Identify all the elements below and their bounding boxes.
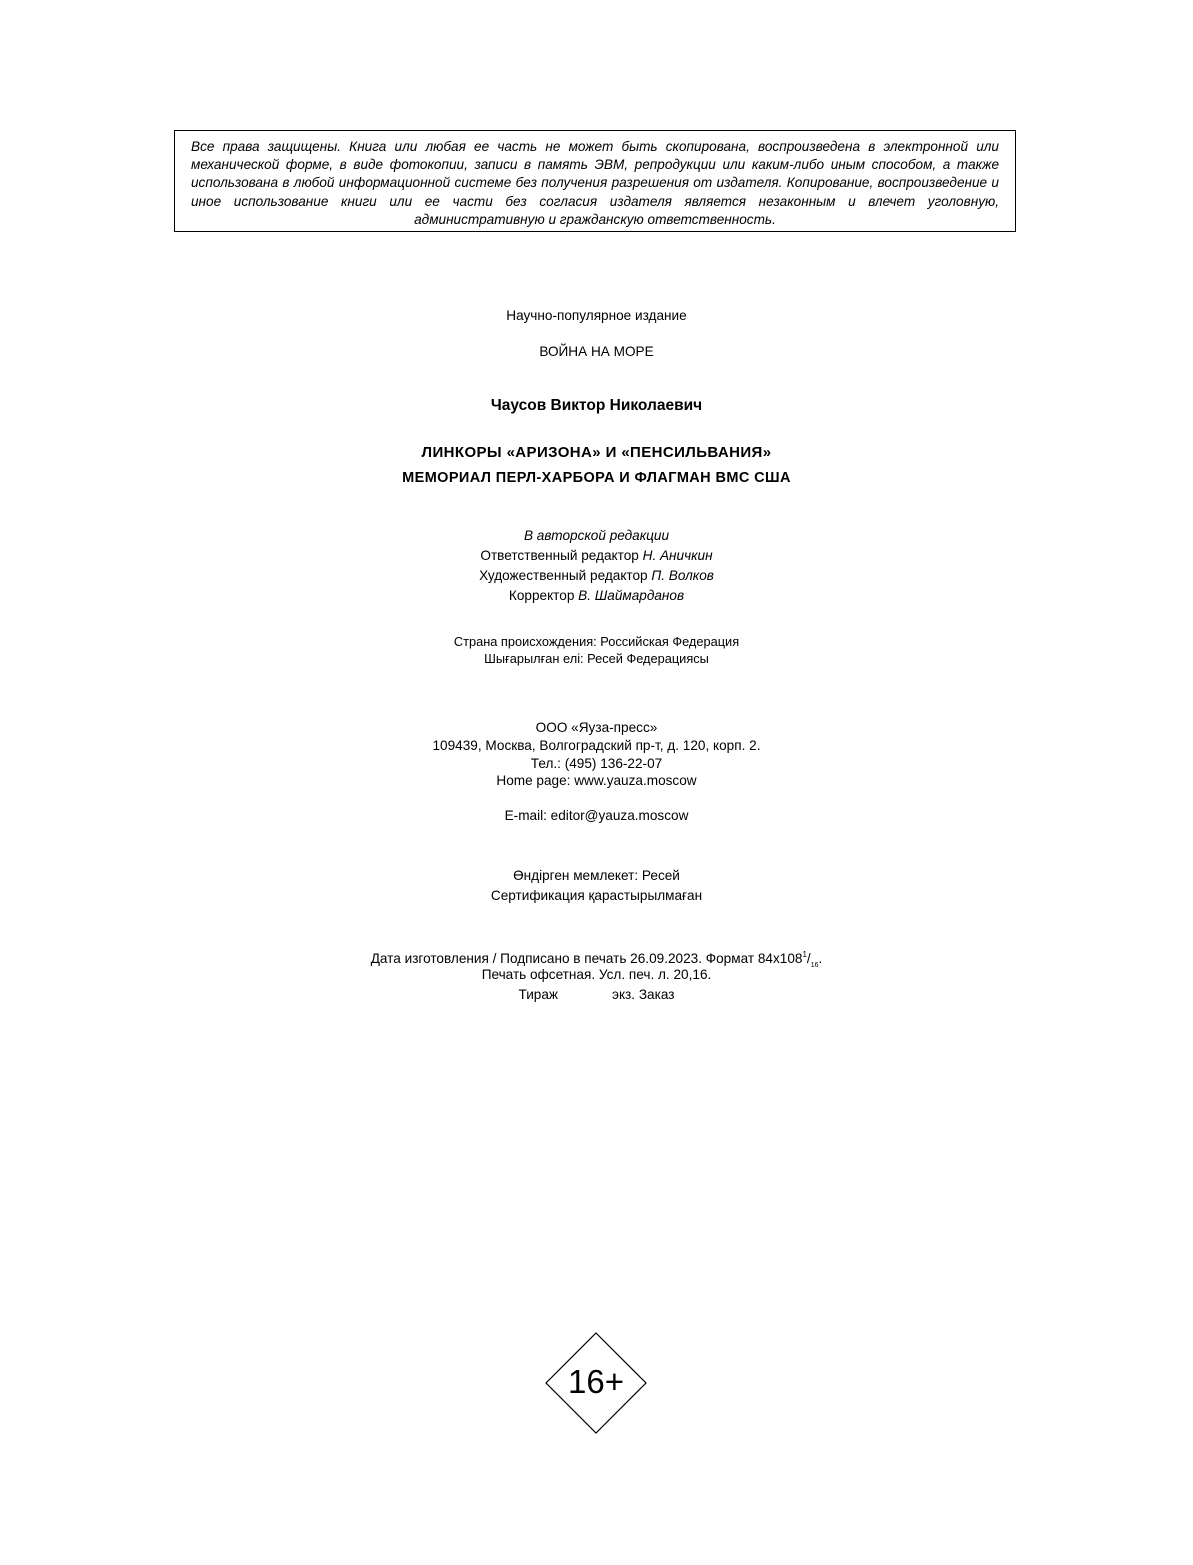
order-label: экз. Заказ bbox=[612, 987, 675, 1002]
format-slash: / bbox=[806, 951, 811, 966]
run-label: Тираж bbox=[518, 987, 559, 1002]
publisher-address: 109439, Москва, Волгоградский пр-т, д. 120, корп. 2. bbox=[432, 738, 761, 753]
print-date-format: Дата изготовления / Подписано в печать 26.09.2023. Формат 84х108 bbox=[370, 951, 803, 966]
responsible-editor-name: Н. Аничкин bbox=[642, 548, 713, 563]
country-of-origin-ru: Страна происхождения: Российская Федерация bbox=[453, 634, 740, 649]
book-title: ЛИНКОРЫ «АРИЗОНА» И «ПЕНСИЛЬВАНИЯ» bbox=[421, 444, 772, 461]
art-editor-name: П. Волков bbox=[651, 568, 714, 583]
publisher-name: ООО «Яуза-пресс» bbox=[535, 720, 658, 735]
producer-country-kz: Өндірген мемлекет: Ресей bbox=[513, 868, 680, 883]
format-period: . bbox=[818, 951, 823, 966]
format-denominator: 16 bbox=[810, 962, 819, 969]
format-numerator: 1 bbox=[802, 950, 807, 959]
corrector-name: В. Шаймарданов bbox=[578, 588, 685, 603]
corrector-line bbox=[0, 586, 1193, 606]
print-type-line: Печать офсетная. Усл. печ. л. 20,16. bbox=[481, 967, 712, 982]
run-order-line bbox=[0, 985, 1193, 1005]
series-name: ВОЙНА НА МОРЕ bbox=[539, 344, 654, 359]
responsible-editor-label: Ответственный редактор bbox=[480, 548, 639, 563]
publisher-phone: Тел.: (495) 136-22-07 bbox=[530, 756, 663, 771]
age-rating: 16+ bbox=[568, 1363, 624, 1400]
corrector-label: Корректор bbox=[508, 588, 575, 603]
edition-type: Научно-популярное издание bbox=[506, 308, 687, 323]
responsible-editor-line bbox=[0, 546, 1193, 566]
art-editor-label: Художественный редактор bbox=[479, 568, 648, 583]
art-editor-line bbox=[0, 566, 1193, 586]
copyright-notice: Все права защищены. Книга или любая ее часть не может быть скопирована, воспроизведена в электронной или механической форме, в виде фотокопии, записи в память ЭВМ, репродукции или каким-либо иным способом, а также использована в любой информационной системе без получения разрешения от издателя. Копирование, воспроизведение и иное использование книги или ее части без согласия издателя является незаконным и влечет уголовную, административную и гражданскую ответственность. bbox=[191, 139, 999, 227]
publisher-homepage: Home page: www.yauza.moscow bbox=[496, 773, 697, 788]
book-subtitle: МЕМОРИАЛ ПЕРЛ-ХАРБОРА И ФЛАГМАН ВМС США bbox=[402, 470, 791, 486]
author-name: Чаусов Виктор Николаевич bbox=[490, 397, 703, 414]
certification-kz: Сертификация қарастырылмаған bbox=[490, 888, 703, 903]
publisher-email: E-mail: editor@yauza.moscow bbox=[504, 808, 689, 823]
edition-note: В авторской редакции bbox=[523, 528, 670, 543]
country-of-origin-kz: Шығарылған елі: Ресей Федерациясы bbox=[484, 651, 709, 666]
copyright-notice-box bbox=[174, 130, 1016, 232]
